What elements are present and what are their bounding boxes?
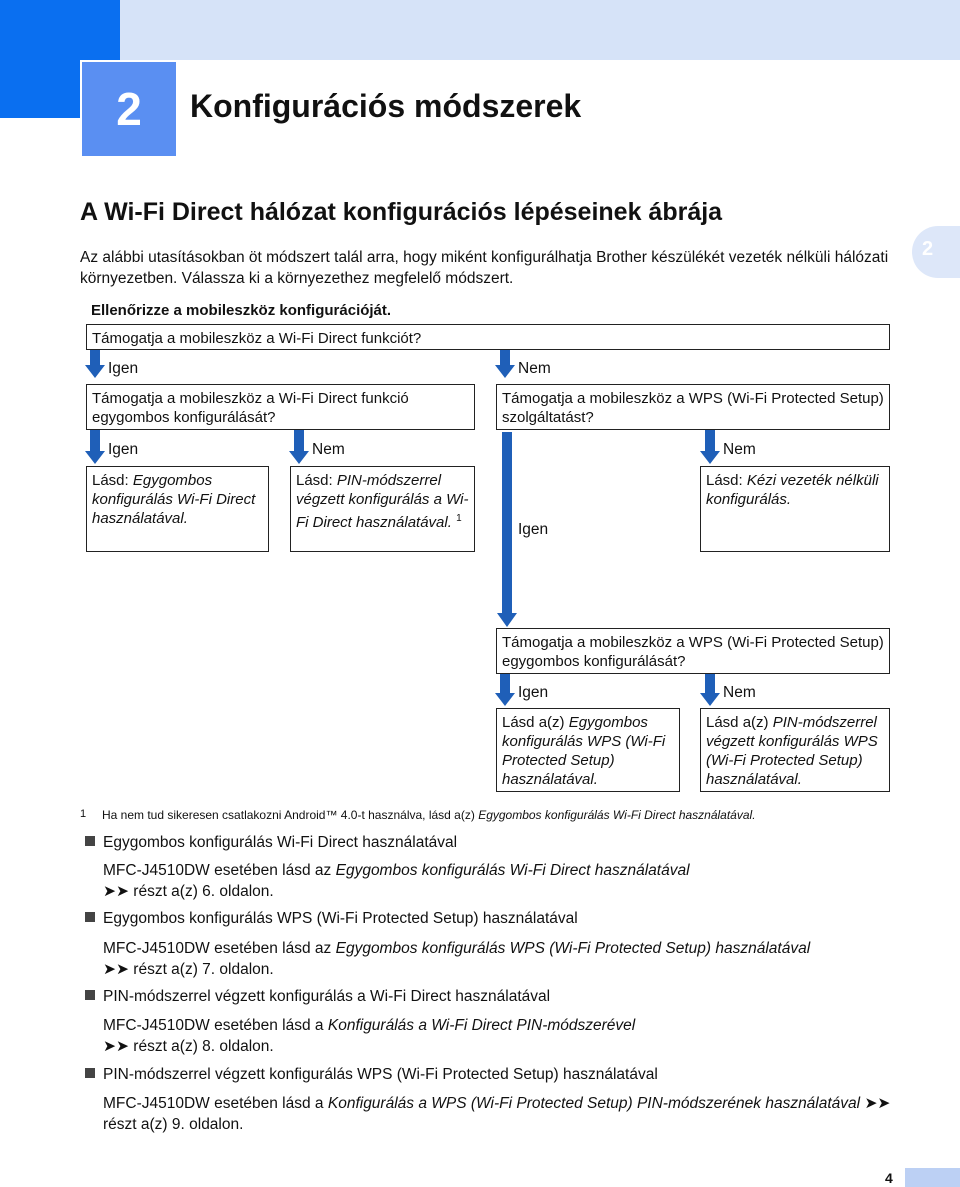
bullet-suffix: részt a(z) 8. oldalon. xyxy=(128,1038,274,1055)
arrow-down-long-icon xyxy=(497,432,519,628)
r5-link[interactable]: PIN-módszerrel végzett konfigurálás WPS (Wi-Fi Protected Setup) használatával. xyxy=(706,714,878,788)
section-title: A Wi-Fi Direct hálózat konfigurációs lépéseinek ábrája xyxy=(80,198,723,226)
bullet-body-2 xyxy=(103,938,903,980)
flow-result-2[interactable] xyxy=(290,466,475,552)
bullet-title: Egygombos konfigurálás WPS (Wi-Fi Protected Setup) használatával xyxy=(103,910,578,927)
r5-prefix: Lásd a(z) xyxy=(706,714,773,731)
arrow-down-icon xyxy=(495,350,517,380)
bullet-prefix: MFC-J4510DW esetében lásd az xyxy=(103,940,336,957)
flow-question-1 xyxy=(86,324,890,350)
label-yes-4: Igen xyxy=(518,684,549,701)
chapter-number: 2 xyxy=(80,60,178,158)
q1-text: Támogatja a mobileszköz a Wi-Fi Direct funkciót? xyxy=(92,330,422,347)
double-arrow-icon: ➤➤ xyxy=(864,1095,891,1112)
footnote-ref: 1 xyxy=(456,513,462,524)
bullet-ref-link[interactable]: Konfigurálás a WPS (Wi-Fi Protected Setup) PIN-módszerének használatával xyxy=(327,1095,861,1112)
bullet-suffix: részt a(z) 7. oldalon. xyxy=(128,961,274,978)
q4-text: Támogatja a mobileszköz a WPS (Wi-Fi Protected Setup) egygombos konfigurálását? xyxy=(502,634,884,670)
chapter-title: Konfigurációs módszerek xyxy=(190,88,582,124)
label-yes-2: Igen xyxy=(108,441,139,458)
footnote xyxy=(102,808,756,822)
footnote-text: Ha nem tud sikeresen csatlakozni Android™ 4.0-t használva, lásd a(z) xyxy=(102,808,479,822)
double-arrow-icon: ➤➤ xyxy=(103,1038,129,1055)
label-yes-1: Igen xyxy=(108,360,139,377)
arrow-down-icon xyxy=(700,674,722,708)
r2-prefix: Lásd: xyxy=(296,472,337,489)
bullet-ref-link[interactable]: Egygombos konfigurálás WPS (Wi-Fi Protected Setup) használatával xyxy=(335,940,811,957)
bullet-item-4 xyxy=(85,1066,658,1084)
r3-prefix: Lásd: xyxy=(706,472,747,489)
bullet-body-1 xyxy=(103,860,903,902)
double-arrow-icon: ➤➤ xyxy=(103,883,129,900)
bullet-square-icon xyxy=(85,990,95,1000)
header-band-light xyxy=(120,0,960,60)
bullet-body-3 xyxy=(103,1015,903,1057)
flow-question-4 xyxy=(496,628,890,674)
q2-text: Támogatja a mobileszköz a Wi-Fi Direct funkció egygombos konfigurálását? xyxy=(92,390,409,426)
r4-link[interactable]: Egygombos konfigurálás WPS (Wi-Fi Protected Setup) használatával. xyxy=(502,714,666,788)
bullet-body-4 xyxy=(103,1093,903,1135)
r1-prefix: Lásd: xyxy=(92,472,133,489)
bullet-square-icon xyxy=(85,912,95,922)
r4-prefix: Lásd a(z) xyxy=(502,714,569,731)
flow-result-1[interactable] xyxy=(86,466,269,552)
bullet-item-1 xyxy=(85,834,457,852)
bullet-ref-link[interactable]: Egygombos konfigurálás Wi-Fi Direct használatával xyxy=(335,862,690,879)
bullet-title: Egygombos konfigurálás Wi-Fi Direct használatával xyxy=(103,834,458,851)
intro-text: Az alábbi utasításokban öt módszert talál arra, hogy miként konfigurálhatja Brother készülékét vezeték nélküli hálózati környezetben. Válassza ki a környezethez megfelelő módszert. xyxy=(80,249,889,287)
bullet-title: PIN-módszerrel végzett konfigurálás a Wi-Fi Direct használatával xyxy=(103,988,551,1005)
q3-text: Támogatja a mobileszköz a WPS (Wi-Fi Protected Setup) szolgáltatást? xyxy=(502,390,884,426)
bullet-square-icon xyxy=(85,836,95,846)
label-no-2: Nem xyxy=(312,441,345,458)
bullet-suffix: részt a(z) 6. oldalon. xyxy=(128,883,274,900)
r2-link[interactable]: PIN-módszerrel végzett konfigurálás a Wi-Fi Direct használatával. xyxy=(296,472,469,531)
flow-question-2 xyxy=(86,384,475,430)
flow-question-3 xyxy=(496,384,890,430)
arrow-down-icon xyxy=(85,430,107,466)
flow-result-5[interactable] xyxy=(700,708,890,792)
r3-link[interactable]: Kézi vezeték nélküli konfigurálás. xyxy=(706,472,879,508)
footnote-link[interactable]: Egygombos konfigurálás Wi-Fi Direct használatával. xyxy=(478,808,756,822)
bullet-square-icon xyxy=(85,1068,95,1078)
flow-check-heading: Ellenőrizze a mobileszköz konfigurációját. xyxy=(91,302,392,319)
bullet-prefix: MFC-J4510DW esetében lásd a xyxy=(103,1017,328,1034)
r1-link[interactable]: Egygombos konfigurálás Wi-Fi Direct használatával. xyxy=(92,472,256,527)
flow-result-4[interactable] xyxy=(496,708,680,792)
bullet-item-3 xyxy=(85,988,550,1006)
page-number: 4 xyxy=(885,1170,893,1186)
flow-result-3[interactable] xyxy=(700,466,890,552)
bullet-ref-link[interactable]: Konfigurálás a Wi-Fi Direct PIN-módszerével xyxy=(327,1017,636,1034)
label-no-3: Nem xyxy=(723,441,756,458)
arrow-down-icon xyxy=(85,350,107,380)
bullet-prefix: MFC-J4510DW esetében lásd a xyxy=(103,1095,328,1112)
bullet-prefix: MFC-J4510DW esetében lásd az xyxy=(103,862,336,879)
chapter-side-tab xyxy=(912,226,960,278)
footnote-mark: 1 xyxy=(80,808,87,820)
arrow-down-icon xyxy=(495,674,517,708)
page-number-bar xyxy=(905,1168,960,1187)
label-no-4: Nem xyxy=(723,684,756,701)
arrow-down-icon xyxy=(289,430,311,466)
arrow-down-icon xyxy=(700,430,722,466)
label-no-1: Nem xyxy=(518,360,551,377)
bullet-item-2 xyxy=(85,910,578,928)
bullet-title: PIN-módszerrel végzett konfigurálás WPS (Wi-Fi Protected Setup) használatával xyxy=(103,1066,658,1083)
double-arrow-icon: ➤➤ xyxy=(103,961,129,978)
side-tab-number: 2 xyxy=(922,238,934,260)
bullet-suffix: részt a(z) 9. oldalon. xyxy=(103,1116,244,1133)
label-yes-3: Igen xyxy=(518,521,549,538)
